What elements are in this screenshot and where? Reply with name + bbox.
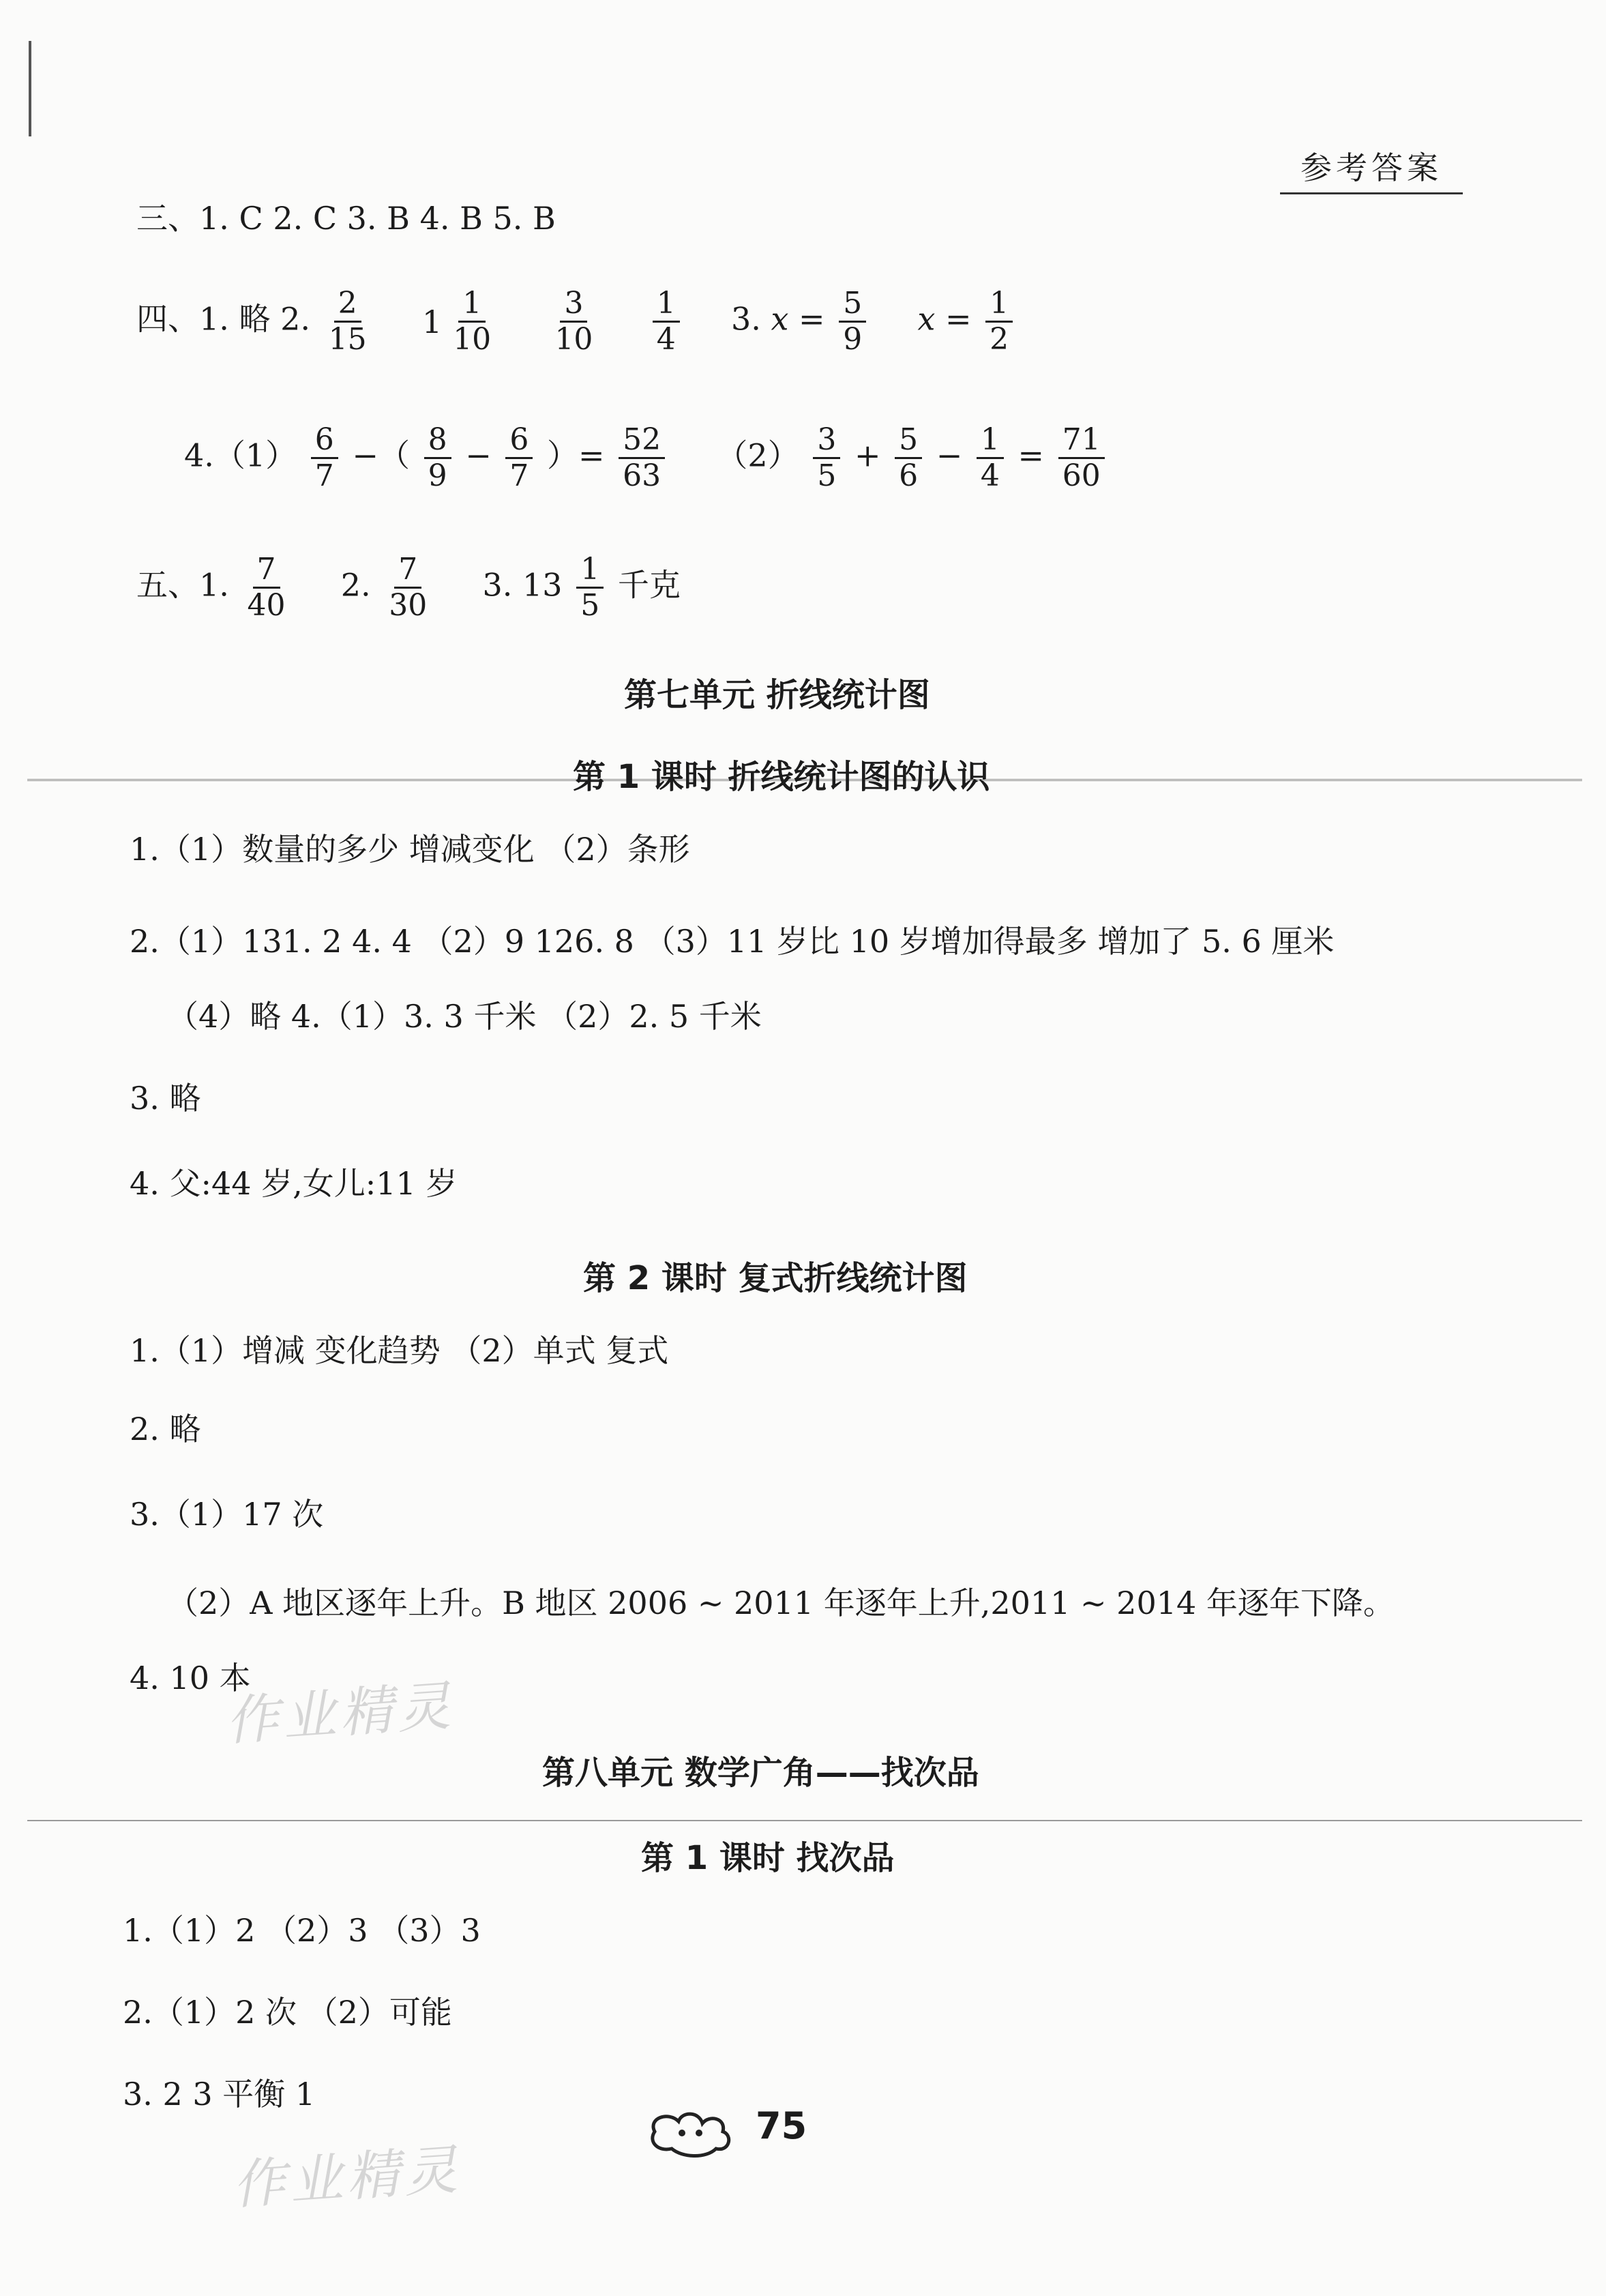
equation-lhs: x = xyxy=(917,300,972,338)
fraction: $\frac{1}{2}$ xyxy=(985,286,1013,357)
part-3-label: 3. xyxy=(730,300,761,338)
lesson-7-1-line-5: 4. 父:44 岁,女儿:11 岁 xyxy=(130,1165,458,1202)
lesson-7-1-line-1: 1.（1）数量的多少 增减变化 （2）条形 xyxy=(130,831,690,868)
lesson-7-2-line-1: 1.（1）增减 变化趋势 （2）单式 复式 xyxy=(130,1332,669,1369)
lesson-7-1-line-2: 2.（1）131. 2 4. 4 （2）9 126. 8 （3）11 岁比 10 岁增加得最多 增加了 5. 6 厘米 xyxy=(130,923,1335,960)
lesson-7-1-title: 第 1 课时 折线统计图的认识 xyxy=(573,758,990,796)
section-4-q4-answers: 4.（1） $\frac{6}{7}$ −（ $\frac{8}{9}$ − $\frac{6}{7}$ ）= $\frac{52}{63}$ （2） $\frac{3}{5}$ + $\frac{5}{6}$ − $\frac{1}{4}$ = $\frac{71}{60}$ xyxy=(184,423,1109,493)
lesson-7-2-line-4: （2）A 地区逐年上升。B 地区 2006 ~ 2011 年逐年上升,2011 ~ 2014 年逐年下降。 xyxy=(167,1585,1395,1621)
page-header-title: 参考答案 xyxy=(1280,143,1463,194)
lesson-7-2-title: 第 2 课时 复式折线统计图 xyxy=(583,1259,968,1297)
divider xyxy=(27,1820,1582,1821)
lesson-8-1-line-1: 1.（1）2 （2）3 （3）3 xyxy=(123,1912,481,1949)
mixed-number: 1 $\frac{1}{10}$ xyxy=(421,286,492,357)
unit-8-title: 第八单元 数学广角——找次品 xyxy=(542,1754,979,1792)
fraction: $\frac{5}{9}$ xyxy=(839,286,866,357)
lesson-8-1-title: 第 1 课时 找次品 xyxy=(641,1839,895,1877)
page-number: 75 xyxy=(756,2104,807,2147)
lesson-7-2-line-2: 2. 略 xyxy=(130,1411,201,1447)
section-3-answers: 三、1. C 2. C 3. B 4. B 5. B xyxy=(136,200,556,237)
cartoon-hand-icon xyxy=(641,2098,743,2159)
binding-mark xyxy=(29,41,31,136)
section-4-answers xyxy=(136,286,1017,357)
lesson-8-1-line-3: 3. 2 3 平衡 1 xyxy=(123,2076,316,2113)
watermark: 作业精灵 xyxy=(230,2139,464,2217)
lesson-8-1-line-2: 2.（1）2 次 （2）可能 xyxy=(123,1994,452,2031)
fraction: $\frac{1}{4}$ xyxy=(653,286,680,357)
lesson-7-2-line-5: 4. 10 本 xyxy=(130,1660,251,1696)
section-5-answers: 五、1. $\frac{7}{40}$ 2. $\frac{7}{30}$ 3. 13 $\frac{1}{5}$ 千克 xyxy=(136,552,681,623)
fraction: $\frac{3}{10}$ xyxy=(554,286,593,357)
lesson-7-1-line-4: 3. 略 xyxy=(130,1080,201,1117)
lesson-7-2-line-3: 3.（1）17 次 xyxy=(130,1496,324,1533)
watermark: 作业精灵 xyxy=(223,1675,457,1753)
equation-lhs: x = xyxy=(771,300,825,338)
section-4-label: 四、1. 略 2. xyxy=(136,300,311,338)
lesson-7-1-line-3: （4）略 4.（1）3. 3 千米 （2）2. 5 千米 xyxy=(167,998,762,1035)
unit-7-title: 第七单元 折线统计图 xyxy=(624,676,930,714)
fraction: $\frac{2}{15}$ xyxy=(328,286,367,357)
